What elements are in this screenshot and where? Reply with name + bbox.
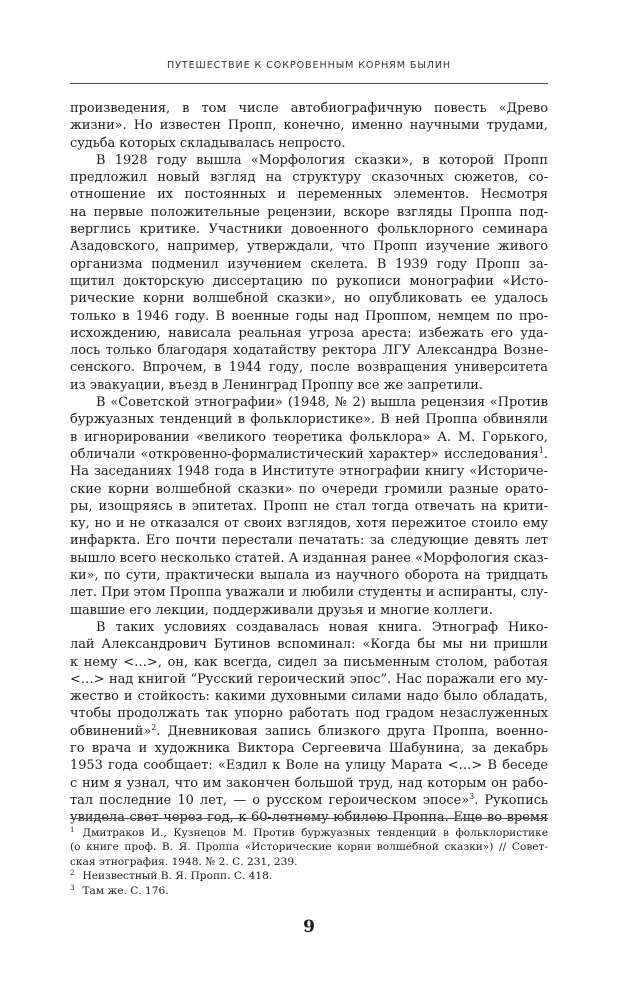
text-line: В 1928 году вышла «Морфология сказки», в которой Пропп <box>96 152 548 168</box>
text-line: вышло всего несколько статей. А изданная ранее «Морфология сказ- <box>70 550 548 566</box>
text-line: Азадовского, например, утверждали, что Пропп изучение живого <box>70 239 548 255</box>
footnote-reference: 3 <box>469 791 475 801</box>
text-line: инфаркта. Его почти перестали печатать: за следующие девять лет <box>70 533 548 549</box>
footnote-marker: 1 <box>70 826 75 834</box>
header-rule <box>70 83 548 84</box>
footnote-line <box>70 869 548 883</box>
footnote-line <box>70 855 548 869</box>
footnote-marker: 2 <box>70 869 75 878</box>
footnote-marker: 3 <box>70 883 75 892</box>
text-line: 1953 года сообщает: «Ездил к Воле на улицу Марата <…> В беседе <box>70 758 548 774</box>
text-line: <…> над книгой “Русский героический эпос”. Нас поражали его му- <box>70 671 548 687</box>
text-line: к нему <…>, он, как всегда, сидел за письменным столом, работая <box>70 654 548 670</box>
text-line: на первые положительные рецензии, вскоре взгляды Проппа под- <box>70 204 548 220</box>
text-line: тал последние 10 лет, — о русском героическом эпосе»$^3$. Рукопись <box>70 791 548 808</box>
text-line: На заседаниях 1948 года в Институте этнографии книгу «Историче- <box>70 464 548 480</box>
text-line: лет. При этом Проппа уважали и любили студенты и аспиранты, слу- <box>70 585 548 601</box>
text-line: верглись критике. Участники довоенного фольклорного семинара <box>70 222 548 238</box>
text-line: В «Советской этнографии» (1948, № 2) вышла рецензия «Против <box>96 395 548 411</box>
text-line: буржуазных тенденций в фольклористике». В ней Проппа обвиняли <box>70 412 548 428</box>
text-line: организма подменил изучением скелета. В 1939 году Пропп за- <box>70 256 548 272</box>
text-line: с ним я узнал, что им закончен большой труд, над которым он рабо- <box>70 775 548 791</box>
text-line: ку, но и не отказался от своих взглядов, хотя пережитое стоило ему <box>70 516 548 532</box>
text-line: в игнорировании «великого теоретика фольклора» А. М. Горького, <box>70 429 548 445</box>
footnote-text: Там же. С. 176. <box>82 884 169 897</box>
text-line: только в 1946 году. В военные годы над Проппом, немцем по про- <box>70 308 548 324</box>
text-line: рические корни волшебной сказки», но опубликовать ее удалось <box>70 291 548 307</box>
footnote-text: Дмитраков И., Кузнецов М. Против буржуазных тенденций в фольклористике <box>82 827 548 839</box>
footnote-separator <box>70 818 548 819</box>
text-line: ские корни волшебной сказки» по очереди громили разные орато- <box>70 481 548 497</box>
running-head: ПУТЕШЕСТВИЕ К СОКРОВЕННЫМ КОРНЯМ БЫЛИН <box>166 60 452 71</box>
text-line: ры, изощряясь в эпитетах. Пропп не стал тогда отвечать на крити- <box>70 498 548 514</box>
text-line: из эвакуации, въезд в Ленинград Проппу все же запретили. <box>70 377 483 393</box>
text-line: ки», по сути, практически выпала из научного оборота на тридцать <box>70 568 548 584</box>
text-line: В таких условиях создавалась новая книга. Этнограф Нико- <box>96 619 548 635</box>
text-line: обличали «откровенно-формалистический характер» исследования$^1$. <box>70 445 548 462</box>
text-line: произведения, в том числе автобиографичную повесть «Древо <box>70 101 548 116</box>
text-line: лось только благодаря ходатайству ректора ЛГУ Александра Возне- <box>70 343 548 359</box>
text-line: го врача и художника Виктора Сергеевича Шабунина, за декабрь <box>70 740 548 756</box>
text-line: щитил докторскую диссертацию по рукописи монографии «Исто- <box>70 273 548 289</box>
footnote-text: ская этнография. 1948. № 2. С. 231, 239. <box>70 855 298 868</box>
page-number: 9 <box>303 917 315 937</box>
text-line: жество и стойкость: какими духовными силами надо было обладать, <box>70 689 548 705</box>
footnote-line <box>70 826 548 840</box>
text-line: лай Александрович Бутинов вспоминал: «Когда бы мы ни пришли <box>70 637 548 653</box>
text-line: сенского. Впрочем, в 1944 году, после возвращения университета <box>70 360 548 376</box>
text-line: отношение их постоянных и переменных элементов. Несмотря <box>70 187 548 203</box>
body-text <box>70 100 548 826</box>
text-line: обвинений»$^2$. Дневниковая запись близкого друга Проппа, военно- <box>70 722 548 739</box>
footnote-text: (о книге проф. В. Я. Проппа «Исторические корни волшебной сказки») // Совет- <box>70 841 548 854</box>
text-line: судьба которых складывалась непросто. <box>70 135 346 151</box>
footnote-line <box>70 884 548 898</box>
footnote-line <box>70 840 548 854</box>
text-line: шавшие его лекции, поддерживали друзья и многие коллеги. <box>70 602 493 618</box>
text-line: предложил новый взгляд на структуру сказочных сюжетов, со- <box>70 170 548 186</box>
text-line: чтобы продолжать так упорно работать под градом незаслуженных <box>70 706 548 722</box>
text-line: жизни». Но известен Пропп, конечно, именно научными трудами, <box>70 118 548 134</box>
footnote-reference: 2 <box>151 722 157 732</box>
text-line: увидела свет через год, к 60-летнему юбилею Проппа. Еще во время <box>70 810 548 826</box>
footnote-text: Неизвестный В. Я. Пропп. С. 418. <box>82 870 273 883</box>
footnote-reference: 1 <box>538 445 544 455</box>
footnotes <box>70 826 548 898</box>
text-line: исхождению, нависала реальная угроза ареста: избежать его уда- <box>70 325 548 341</box>
